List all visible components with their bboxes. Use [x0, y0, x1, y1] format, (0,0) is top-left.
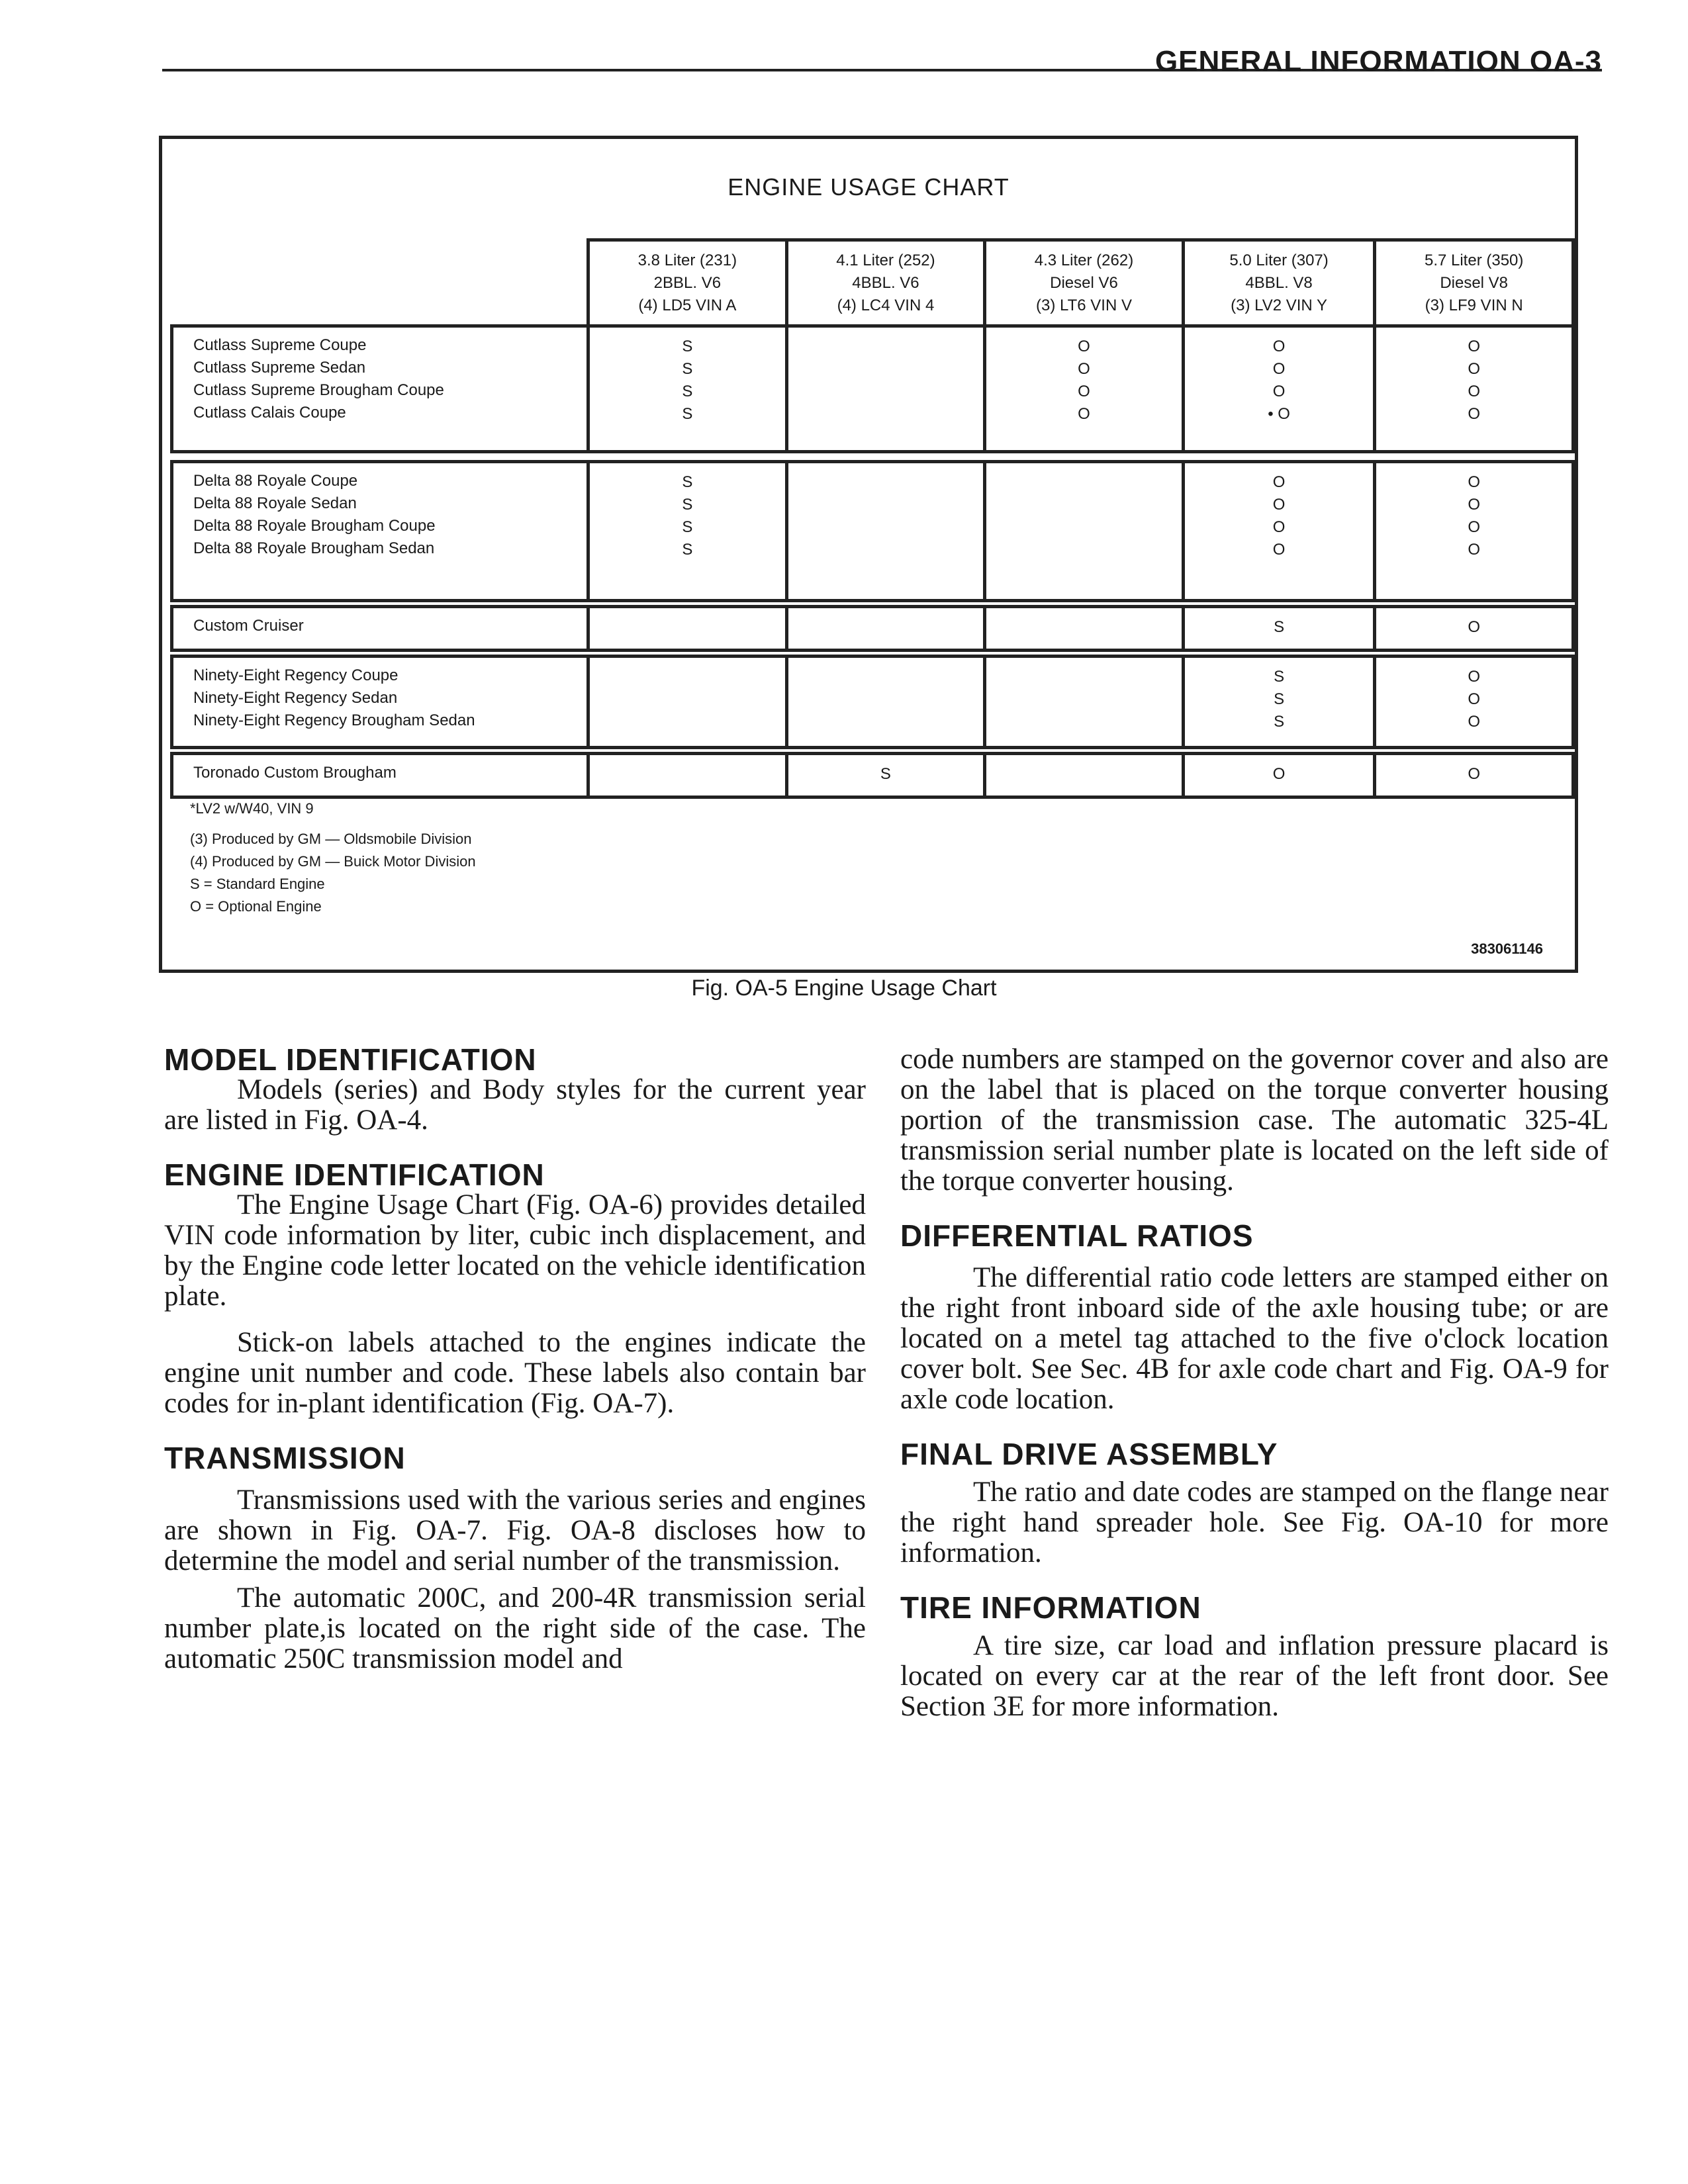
chart-note: (3) Produced by GM — Oldsmobile Division — [190, 831, 472, 847]
usage-mark: O — [1078, 383, 1090, 400]
engine-column-header — [1183, 240, 1375, 326]
heading-transmission: TRANSMISSION — [164, 1441, 406, 1475]
usage-cell — [1183, 462, 1375, 601]
engine-spec-line: 3.8 Liter (231) — [637, 251, 737, 269]
engine-spec-line: (3) LT6 VIN V — [1036, 296, 1132, 314]
usage-mark: O — [1468, 690, 1481, 708]
chart-note: S = Standard Engine — [190, 876, 325, 892]
usage-cell — [985, 754, 1184, 797]
model-list — [172, 462, 588, 601]
usage-cell — [786, 607, 985, 651]
engine-spec-line: 4.3 Liter (262) — [1034, 251, 1134, 269]
engine-spec-line: (4) LC4 VIN 4 — [837, 296, 935, 314]
usage-cell — [1375, 607, 1573, 651]
paragraph: The Engine Usage Chart (Fig. OA-6) provides detailed VIN code information by liter, cubic inch displacement, and by the Engine code letter located on the vehicle identification plate. — [164, 1189, 866, 1312]
model-list — [172, 326, 588, 452]
usage-mark: S — [1274, 618, 1285, 636]
usage-cell — [1183, 607, 1375, 651]
heading-model-identification: MODEL IDENTIFICATION — [164, 1042, 537, 1077]
usage-mark: • O — [1268, 405, 1290, 423]
usage-cell — [1375, 462, 1573, 601]
engine-spec-line: (4) LD5 VIN A — [638, 296, 737, 314]
usage-mark: O — [1468, 668, 1481, 686]
usage-mark: S — [682, 541, 693, 559]
usage-mark: S — [682, 338, 693, 355]
engine-spec-line: 2BBL. V6 — [653, 274, 722, 292]
chart-note: *LV2 w/W40, VIN 9 — [190, 800, 314, 817]
usage-mark: O — [1468, 618, 1481, 636]
table-row — [172, 462, 1573, 601]
heading-differential-ratios: DIFFERENTIAL RATIOS — [900, 1218, 1254, 1253]
engine-spec-line: 5.7 Liter (350) — [1424, 251, 1524, 269]
engine-column-header — [588, 240, 787, 326]
usage-mark: O — [1272, 496, 1286, 514]
engine-spec-line: 5.0 Liter (307) — [1229, 251, 1329, 269]
usage-cell — [786, 326, 985, 452]
model-name: Delta 88 Royale Brougham Coupe — [193, 517, 436, 535]
paragraph: A tire size, car load and inflation pressure placard is located on every car at the rear of the left front door. See Section 3E for more information. — [900, 1630, 1609, 1722]
right-column — [900, 1044, 1609, 1722]
model-name: Ninety-Eight Regency Brougham Sedan — [193, 711, 475, 729]
engine-column-header — [786, 240, 985, 326]
usage-mark: O — [1078, 405, 1090, 423]
model-name: Delta 88 Royale Sedan — [193, 494, 357, 512]
paragraph: The ratio and date codes are stamped on the flange near the right hand spreader hole. See Fig. OA-10 for more information. — [900, 1477, 1609, 1569]
header-blank — [172, 240, 588, 326]
usage-mark: S — [682, 383, 693, 400]
usage-cell — [786, 657, 985, 748]
paragraph: The automatic 200C, and 200-4R transmission serial number plate,is located on the right side of the case. The automatic 250C transmission model and — [164, 1582, 866, 1674]
usage-cell — [588, 462, 787, 601]
engine-column-header — [985, 240, 1184, 326]
heading-tire-information: TIRE INFORMATION — [900, 1590, 1201, 1625]
model-list — [172, 657, 588, 748]
left-column — [164, 1044, 866, 1674]
usage-mark: S — [1274, 668, 1285, 686]
model-name: Cutlass Supreme Coupe — [193, 336, 367, 354]
usage-cell — [588, 657, 787, 748]
paragraph: Models (series) and Body styles for the current year are listed in Fig. OA-4. — [164, 1074, 866, 1136]
usage-mark: O — [1468, 496, 1481, 514]
usage-mark: O — [1468, 405, 1481, 423]
chart-note: O = Optional Engine — [190, 898, 322, 915]
engine-column-header — [1375, 240, 1573, 326]
table-row — [172, 754, 1573, 797]
usage-mark: S — [682, 360, 693, 378]
usage-mark: O — [1468, 713, 1481, 731]
engine-spec-line: Diesel V6 — [1050, 274, 1118, 292]
heading-final-drive-assembly: FINAL DRIVE ASSEMBLY — [900, 1437, 1278, 1471]
usage-mark: S — [682, 405, 693, 423]
usage-cell — [1183, 754, 1375, 797]
chart-title: ENGINE USAGE CHART — [727, 173, 1009, 201]
heading-engine-identification: ENGINE IDENTIFICATION — [164, 1158, 545, 1192]
table-row — [172, 326, 1573, 452]
usage-cell — [985, 462, 1184, 601]
usage-mark: O — [1468, 360, 1481, 378]
usage-mark: O — [1468, 473, 1481, 491]
chart-note: (4) Produced by GM — Buick Motor Division — [190, 853, 476, 870]
usage-mark: S — [880, 765, 891, 783]
usage-mark: S — [1274, 713, 1285, 731]
usage-cell — [588, 607, 787, 651]
table-row — [172, 607, 1573, 651]
usage-mark: S — [682, 496, 693, 514]
model-name: Delta 88 Royale Brougham Sedan — [193, 539, 435, 557]
model-list — [172, 754, 588, 797]
engine-spec-line: 4.1 Liter (252) — [836, 251, 935, 269]
paragraph: Transmissions used with the various series and engines are shown in Fig. OA-7. Fig. OA-8 discloses how to determine the model and serial number of the transmission. — [164, 1484, 866, 1576]
chart-notes — [190, 797, 476, 918]
usage-cell — [588, 754, 787, 797]
paragraph: code numbers are stamped on the governor cover and also are on the label that is placed on the torque converter housing portion of the transmission case. The automatic 325-4L transmission serial number plate is located on the left side of the torque converter housing. — [900, 1044, 1609, 1197]
usage-cell — [1375, 754, 1573, 797]
usage-mark: O — [1468, 383, 1481, 400]
usage-cell — [1375, 657, 1573, 748]
usage-mark: O — [1272, 473, 1286, 491]
usage-cell — [1183, 657, 1375, 748]
model-name: Ninety-Eight Regency Coupe — [193, 666, 399, 684]
model-name: Toronado Custom Brougham — [193, 764, 397, 782]
usage-mark: O — [1078, 338, 1090, 355]
usage-mark: O — [1468, 338, 1481, 355]
model-list — [172, 607, 588, 651]
table-row — [172, 657, 1573, 748]
usage-mark: O — [1272, 765, 1286, 783]
usage-cell — [588, 326, 787, 452]
figure-caption: Fig. OA-5 Engine Usage Chart — [691, 976, 997, 1001]
engine-usage-chart — [159, 136, 1578, 973]
usage-mark: O — [1272, 383, 1286, 400]
usage-mark: O — [1272, 518, 1286, 536]
usage-mark: O — [1078, 360, 1090, 378]
usage-mark: S — [682, 473, 693, 491]
usage-cell — [985, 657, 1184, 748]
engine-spec-line: 4BBL. V8 — [1245, 274, 1313, 292]
usage-mark: O — [1468, 765, 1481, 783]
usage-cell — [786, 754, 985, 797]
figure-code: 383061146 — [1471, 940, 1543, 957]
engine-usage-table — [170, 238, 1575, 799]
usage-mark: O — [1272, 338, 1286, 355]
usage-mark: S — [682, 518, 693, 536]
usage-cell — [1375, 326, 1573, 452]
usage-cell — [786, 462, 985, 601]
model-name: Delta 88 Royale Coupe — [193, 472, 358, 490]
engine-spec-line: (3) LF9 VIN N — [1425, 296, 1523, 314]
model-name: Cutlass Supreme Brougham Coupe — [193, 381, 444, 399]
model-name: Custom Cruiser — [193, 617, 304, 635]
usage-mark: O — [1468, 518, 1481, 536]
paragraph: Stick-on labels attached to the engines indicate the engine unit number and code. These labels also contain bar codes for in-plant identification (Fig. OA-7). — [164, 1327, 866, 1419]
engine-spec-line: 4BBL. V6 — [852, 274, 919, 292]
model-name: Cutlass Supreme Sedan — [193, 359, 366, 377]
model-name: Ninety-Eight Regency Sedan — [193, 689, 398, 707]
usage-cell — [1183, 326, 1375, 452]
engine-spec-line: Diesel V8 — [1440, 274, 1509, 292]
model-name: Cutlass Calais Coupe — [193, 404, 346, 422]
usage-mark: O — [1468, 541, 1481, 559]
paragraph: The differential ratio code letters are stamped either on the right front inboard side of the axle housing tube; or are located on a metel tag attached to the five o'clock location cover bolt. See Sec. 4B for axle code chart and Fig. OA-9 for axle code location. — [900, 1262, 1609, 1415]
engine-spec-line: (3) LV2 VIN Y — [1231, 296, 1327, 314]
usage-mark: O — [1272, 360, 1286, 378]
usage-cell — [985, 326, 1184, 452]
usage-mark: S — [1274, 690, 1285, 708]
usage-mark: O — [1272, 541, 1286, 559]
usage-cell — [985, 607, 1184, 651]
page-header: GENERAL INFORMATION OA-3 — [1154, 45, 1602, 77]
